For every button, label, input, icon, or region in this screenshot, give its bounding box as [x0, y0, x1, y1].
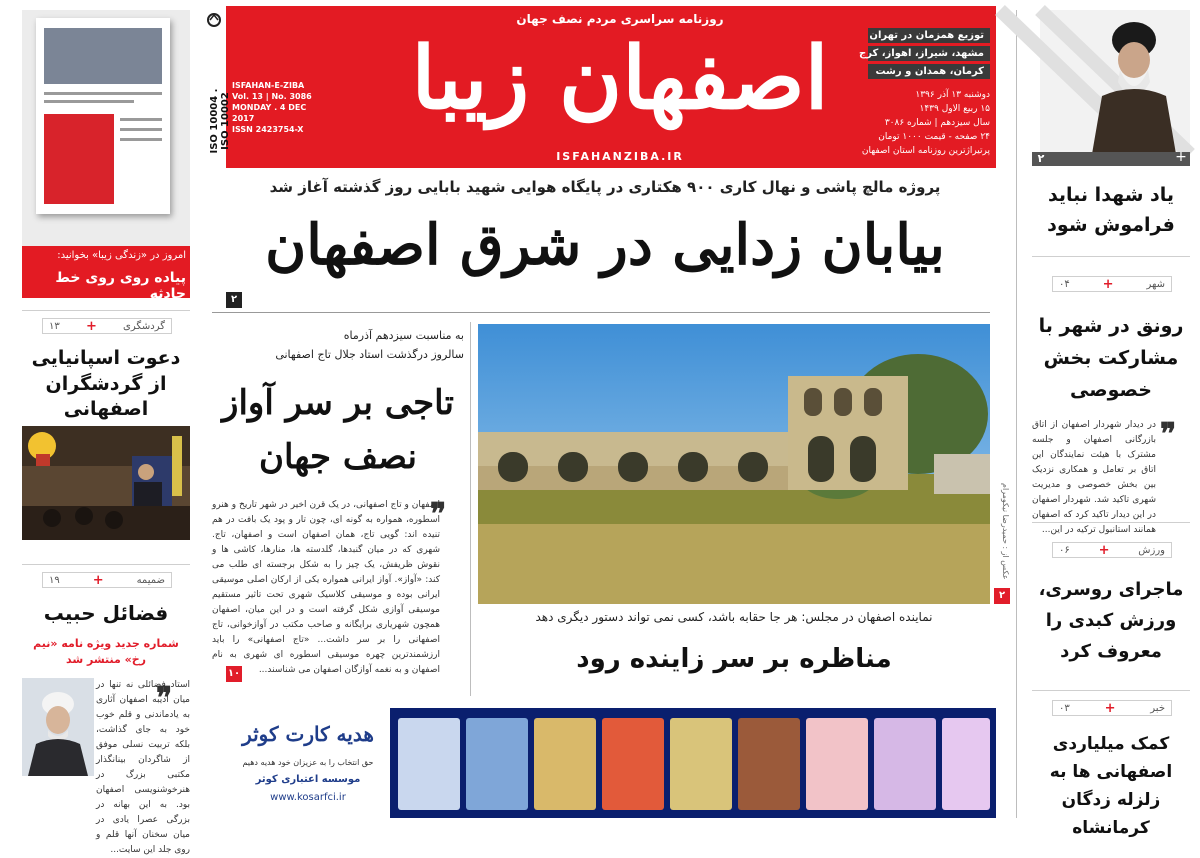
gift-card-image: [398, 718, 460, 810]
page-number: ۰۶: [1059, 544, 1070, 556]
divider: [1032, 522, 1190, 523]
newspaper-logo: اصفهان زیبا: [411, 28, 829, 129]
leader-photo: [1040, 10, 1190, 154]
article-body: اصفهان و تاج اصفهانی، در یک قرن اخیر در شهر تاریخ و هنرو اسطوره، همواره به گونه ای، چون تار و پود یک بافت در هم تنیده اند: گویی تاج، همان اصفهان است و اصفهان، تاج. شهری که در میان گنبدها، گلدسته ها، منارها، کاشی ها و نقوش ظریفش، یک چیز را به شکل برجسته ای طلب می کند: «آواز». آواز ایرانی همواره یکی از ارکان اصلی موسیقی ایرانی بوده و موسیقی کلاسیک شهری تحت تاثیر مستقیم موسیقی آوازی شکل گرفته است و در این میان، اصفهان همچون شهریاری برایگانه و صاحب مکتب در آوازخوانی، تاج اصفهانی را بر سر داشت... «تاج اصفهانی» را باید ارزشمندترین چهره موسیقی اسطوره ای شهری به نام اصفهان و به نغمه آوازگان اصفهان می شناسند...: [212, 500, 440, 675]
news-headline[interactable]: کمک میلیاردی اصفهانی ها به زلزله زدگان کرمانشاه: [1049, 734, 1173, 838]
section-tag: [1052, 542, 1172, 558]
conference-photo: [22, 426, 190, 540]
section-tag: [1052, 276, 1172, 292]
divider: [22, 564, 190, 565]
supplement-headline[interactable]: فضائل حبیب: [43, 601, 169, 625]
previous-issue-cover[interactable]: [22, 10, 190, 246]
issn-line: ISFAHAN-E-ZIBA: [232, 81, 305, 90]
page-number: ۲: [1037, 152, 1045, 165]
page-badge: ۲: [226, 292, 242, 308]
leader-headline[interactable]: یاد شهدا نباید فراموش شود: [1047, 184, 1175, 236]
mini-text-line: [44, 100, 134, 103]
section-name: گردشگری: [123, 320, 165, 332]
section-name: خبر: [1150, 702, 1165, 714]
distribution-line-2: مشهد، شیراز، اهواز، کرج: [868, 46, 990, 61]
ad-title: هدیه کارت کوثر: [242, 722, 374, 746]
divider: [1032, 256, 1190, 257]
issue-number: سال سیزدهم | شماره ۳۰۸۶: [884, 118, 990, 128]
page-number: ۰۳: [1059, 702, 1070, 714]
section-name: ورزش: [1138, 544, 1165, 556]
kicker-line: به مناسبت سیزدهم آذرماه: [343, 329, 464, 342]
gift-card-image: [806, 718, 868, 810]
issn-line: Vol. 13 | No. 3086: [232, 92, 312, 101]
issn-line: MONDAY . 4 DEC 2017: [232, 103, 307, 123]
kicker-line: سالروز درگذشت استاد جلال تاج اصفهانی: [275, 348, 464, 361]
mini-newspaper-page: [36, 18, 170, 214]
plus-icon: +: [1102, 276, 1114, 292]
plus-icon: +: [85, 318, 97, 334]
issue-price: ۲۴ صفحه - قیمت ۱۰۰۰ تومان: [878, 132, 990, 142]
supplement-body: استاد فضائلی نه تنها در میان ادیبه اصفهان آثاری به یادماندنی و قلم خوب خود به جای گذاشت، بلکه تربیت نسلی موفق از شاگردان بینانگذار مکتبی بزرگ در هنرخوشنویسی اصفهان بود. به این بهانه در بزرگی عصرا یادی در میان سخنان آنها قلم و روی جلد این سایت...: [96, 680, 190, 855]
mini-text-line: [120, 128, 162, 131]
masthead-url: ISFAHANZIBA.IR: [556, 150, 684, 163]
page-number: ۱۳: [49, 320, 60, 332]
issue-date: دوشنبه ۱۳ آذر ۱۳۹۶: [915, 90, 990, 100]
lead-subheadline: پروژه مالچ پاشی و نهال کاری ۹۰۰ هکتاری در پایگاه هوایی شهید بابایی روز گذشته آغاز شد: [269, 178, 941, 196]
column-divider: [470, 322, 471, 696]
issue-circulation: پرتیراژترین روزنامه استان اصفهان: [861, 146, 990, 156]
ad-url[interactable]: www.kosarfci.ir: [270, 792, 346, 803]
column-divider: [1016, 10, 1017, 818]
article-headline[interactable]: [212, 376, 464, 484]
ad-subtitle: حق انتخاب را به عزیزان خود هدیه دهیم: [242, 758, 374, 767]
mini-text-line: [120, 138, 162, 141]
section-name: ضمیمه: [136, 574, 165, 586]
bridge-headline[interactable]: مناظره بر سر زاینده رود: [576, 644, 892, 674]
plus-icon: +: [1104, 700, 1116, 716]
section-name: شهر: [1146, 278, 1165, 290]
lead-headline[interactable]: بیابان زدایی در شرق اصفهان: [265, 212, 945, 278]
plus-icon: +: [1175, 149, 1187, 165]
issn-line: ISSN 2423754-X: [232, 125, 304, 134]
section-tag: [42, 572, 172, 588]
photo-footer-bar: [1032, 149, 1190, 166]
bridge-caption: نماینده اصفهان در مجلس: هر جا حقابه باشد، کسی نمی تواند دستور دیگری دهد: [535, 610, 933, 624]
city-headline[interactable]: رونق در شهر با مشارکت بخش خصوصی: [1038, 315, 1184, 401]
ad-organization: موسسه اعتباری کوثر: [255, 774, 361, 785]
section-tag: [42, 318, 172, 334]
photo-credit: عکس از : حمیدرضا نیکومرام: [1001, 483, 1010, 580]
page-badge: ۱۰: [226, 666, 242, 682]
gift-card-image: [602, 718, 664, 810]
section-tag: [1052, 700, 1172, 716]
gift-card-image: [874, 718, 936, 810]
distribution-line-1: توزیع همزمان در تهران: [868, 28, 990, 43]
page-number: ۰۴: [1059, 278, 1070, 290]
headline-line: نصف جهان: [259, 437, 417, 477]
sports-headline[interactable]: ماجرای روسری، ورزش کبدی را معروف کرد: [1038, 579, 1184, 662]
plus-icon: +: [92, 572, 104, 588]
iso-label: ISO 10004 . ISO 10002: [209, 88, 231, 154]
page-number: ۱۹: [49, 574, 60, 586]
mini-text-line: [120, 118, 162, 121]
gift-card-image: [466, 718, 528, 810]
gift-card-image: [534, 718, 596, 810]
quote-icon: ❞: [430, 497, 447, 532]
supplement-kicker: شماره جدید ویژه نامه «نیم رخ» منتشر شد: [33, 637, 179, 666]
divider: [212, 312, 990, 313]
issue-hijri-date: ۱۵ ربیع الاول ۱۴۳۹: [919, 104, 990, 114]
gift-card-image: [942, 718, 990, 810]
plus-icon: +: [1098, 542, 1110, 558]
quote-icon: ❞: [156, 681, 173, 716]
issue-meta: [858, 88, 990, 158]
gift-card-image: [670, 718, 732, 810]
recycle-icon: [206, 10, 222, 50]
teaser-headline[interactable]: پیاده روی روی خط حادثه: [55, 270, 186, 302]
tourism-headline[interactable]: دعوت اسپانیایی از گردشگران اصفهانی: [31, 347, 181, 421]
mini-text-line: [44, 92, 162, 95]
mini-ad: [44, 114, 114, 204]
headline-line: تاجی بر سر آواز: [222, 383, 454, 423]
page-badge: ۲: [994, 588, 1010, 604]
issn-block: [232, 80, 322, 135]
mini-photo: [44, 28, 162, 84]
masthead-tagline: روزنامه سراسری مردم نصف جهان: [516, 12, 724, 26]
bridge-photo: [478, 324, 990, 604]
gift-card-image: [738, 718, 800, 810]
divider: [1032, 690, 1190, 691]
divider: [22, 310, 190, 311]
article-kicker: [212, 326, 464, 364]
city-body: در دیدار شهردار اصفهان از اتاق بازرگانی اصفهان و جلسه مشترک با هیئت نمایندگان این اتاق بر تعامل و همکاری نزدیک بین بخش خصوصی و مدیریت شهری تاکید شد. شهردار اصفهان در این دیدار تاکید کرد که اصفهان همانند استانبول ترکیه در این...: [1032, 420, 1156, 535]
portrait-photo: [22, 678, 94, 776]
distribution-line-3: کرمان، همدان و رشت: [868, 64, 990, 79]
teaser-label: امروز در «زندگی زیبا» بخوانید:: [57, 250, 186, 261]
quote-icon: ❞: [1160, 417, 1177, 452]
